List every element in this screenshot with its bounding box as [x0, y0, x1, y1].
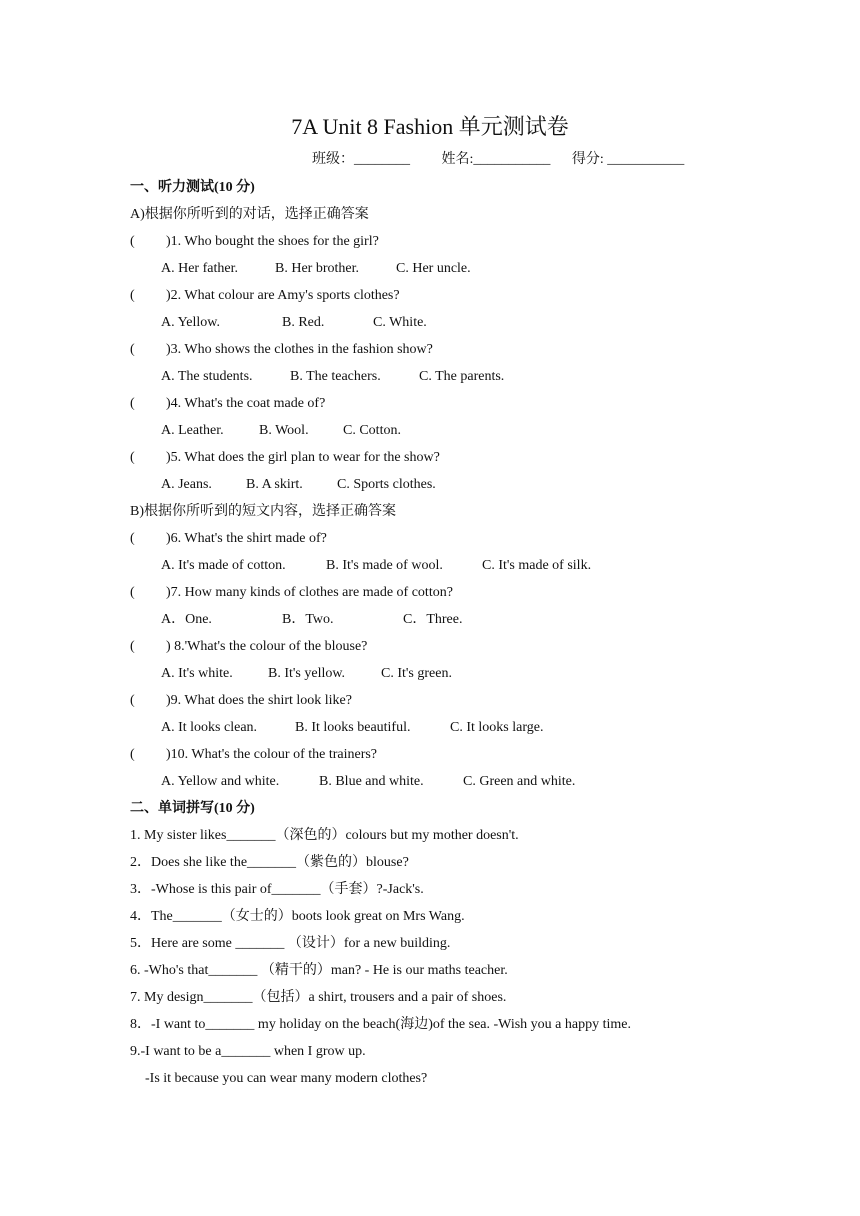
- options-4: [130, 417, 750, 444]
- question-text: )4. What's the coat made of?: [166, 396, 326, 411]
- option-a: A. Leather.: [161, 423, 224, 438]
- spelling-item-4: 4．The_______（女士的）boots look great on Mrs Wang.: [130, 909, 465, 924]
- option-b: B. Red.: [282, 315, 325, 330]
- question-10: [130, 741, 750, 768]
- option-b: B．Two.: [282, 612, 334, 627]
- question-text: ) 8.'What's the colour of the blouse?: [166, 639, 368, 654]
- spelling-item-8: 8．-I want to_______ my holiday on the beach(海边)of the sea. -Wish you a happy time.: [130, 1017, 631, 1032]
- score-field: 得分: ___________: [571, 152, 685, 167]
- option-a: A. It looks clean.: [161, 720, 258, 735]
- options-1: [130, 255, 750, 282]
- option-a: A. It's made of cotton.: [161, 558, 286, 573]
- spelling-item-9-reply: -Is it because you can wear many modern clothes?: [145, 1071, 428, 1086]
- option-b: B. Her brother.: [275, 261, 359, 276]
- option-b: B. It looks beautiful.: [295, 720, 411, 735]
- options-10: [130, 768, 750, 795]
- option-c: C. Green and white.: [463, 774, 576, 789]
- answer-paren: (: [130, 342, 135, 357]
- options-5: [130, 471, 750, 498]
- question-text: )5. What does the girl plan to wear for the show?: [166, 450, 440, 465]
- part-a-instruction: A)根据你所听到的对话，选择正确答案: [130, 207, 369, 222]
- spelling-item-6: 6. -Who's that_______ （精干的）man? - He is our maths teacher.: [130, 963, 508, 978]
- page-title: 7A Unit 8 Fashion 单元测试卷: [291, 114, 569, 139]
- options-2: [130, 309, 750, 336]
- question-text: )1. Who bought the shoes for the girl?: [166, 234, 379, 249]
- question-text: )6. What's the shirt made of?: [166, 531, 327, 546]
- spelling-item-9: 9.-I want to be a_______ when I grow up.: [130, 1044, 366, 1059]
- options-7: [130, 606, 750, 633]
- question-8: [130, 633, 750, 660]
- question-6: [130, 525, 750, 552]
- question-4: [130, 390, 750, 417]
- option-c: C. White.: [373, 315, 427, 330]
- question-1: [130, 228, 750, 255]
- question-text: )2. What colour are Amy's sports clothes?: [166, 288, 400, 303]
- option-c: C. The parents.: [419, 369, 505, 384]
- options-9: [130, 714, 750, 741]
- option-a: A. Jeans.: [161, 477, 212, 492]
- part-b-instruction: B)根据你所听到的短文内容，选择正确答案: [130, 504, 396, 519]
- option-a: A. Her father.: [161, 261, 238, 276]
- option-b: B. It's made of wool.: [326, 558, 443, 573]
- answer-paren: (: [130, 639, 135, 654]
- question-5: [130, 444, 750, 471]
- option-b: B. Blue and white.: [319, 774, 424, 789]
- question-2: [130, 282, 750, 309]
- option-c: C. Cotton.: [343, 423, 401, 438]
- answer-paren: (: [130, 396, 135, 411]
- answer-paren: (: [130, 585, 135, 600]
- option-c: C. It's made of silk.: [482, 558, 592, 573]
- question-7: [130, 579, 750, 606]
- option-b: B. A skirt.: [246, 477, 303, 492]
- option-c: C. Her uncle.: [396, 261, 471, 276]
- section-heading-listening: 一、听力测试(10 分): [130, 180, 255, 195]
- options-3: [130, 363, 750, 390]
- option-c: C. Sports clothes.: [337, 477, 436, 492]
- options-6: [130, 552, 750, 579]
- option-c: C．Three.: [403, 612, 463, 627]
- answer-paren: (: [130, 693, 135, 708]
- name-field: 姓名:___________: [441, 152, 551, 167]
- option-a: A. Yellow.: [161, 315, 220, 330]
- section-heading-spelling: 二、单词拼写(10 分): [130, 801, 255, 816]
- option-b: B. The teachers.: [290, 369, 381, 384]
- exam-content: [130, 174, 750, 1092]
- spelling-item-3: 3．-Whose is this pair of_______（手套）?-Jack's.: [130, 882, 424, 897]
- option-a: A．One.: [161, 612, 212, 627]
- option-a: A. It's white.: [161, 666, 233, 681]
- question-text: )10. What's the colour of the trainers?: [166, 747, 378, 762]
- option-a: A. Yellow and white.: [161, 774, 280, 789]
- class-field: 班级：________: [312, 152, 410, 167]
- answer-paren: (: [130, 531, 135, 546]
- option-b: B. Wool.: [259, 423, 309, 438]
- options-8: [130, 660, 750, 687]
- question-text: )7. How many kinds of clothes are made of cotton?: [166, 585, 453, 600]
- spelling-item-7: 7. My design_______（包括）a shirt, trousers and a pair of shoes.: [130, 990, 507, 1005]
- answer-paren: (: [130, 747, 135, 762]
- question-3: [130, 336, 750, 363]
- answer-paren: (: [130, 288, 135, 303]
- option-c: C. It's green.: [381, 666, 452, 681]
- option-b: B. It's yellow.: [268, 666, 346, 681]
- question-text: )3. Who shows the clothes in the fashion show?: [166, 342, 433, 357]
- option-c: C. It looks large.: [450, 720, 544, 735]
- option-a: A. The students.: [161, 369, 253, 384]
- spelling-item-1: 1. My sister likes_______（深色的）colours but my mother doesn't.: [130, 828, 519, 843]
- question-text: )9. What does the shirt look like?: [166, 693, 352, 708]
- answer-paren: (: [130, 234, 135, 249]
- spelling-item-2: 2．Does she like the_______（紫色的）blouse?: [130, 855, 409, 870]
- spelling-item-5: 5．Here are some _______ （设计）for a new building.: [130, 936, 451, 951]
- answer-paren: (: [130, 450, 135, 465]
- student-info-line: [312, 150, 684, 170]
- question-9: [130, 687, 750, 714]
